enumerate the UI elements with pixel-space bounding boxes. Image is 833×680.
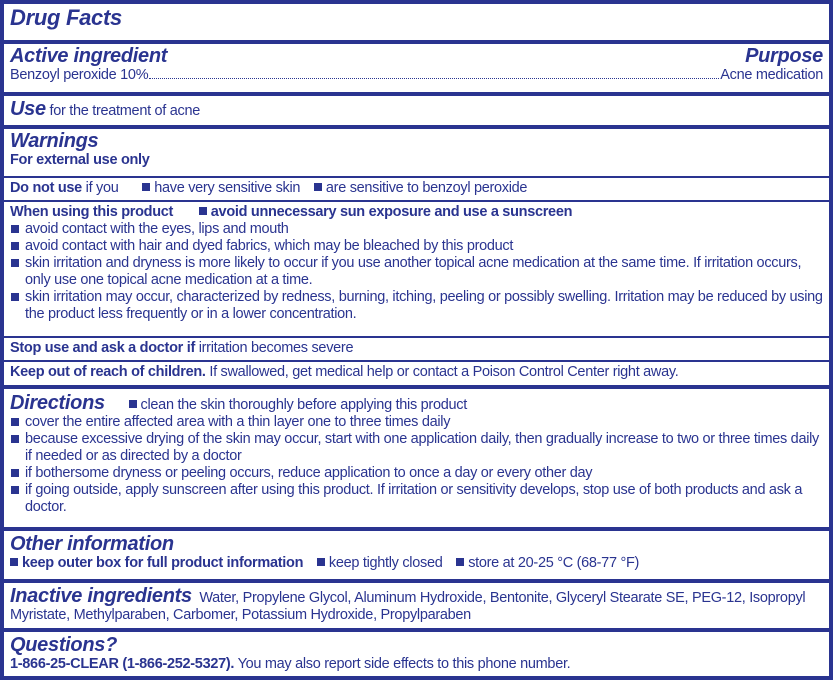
keep-out-label: Keep out of reach of children. (10, 364, 206, 380)
bullet-icon (199, 207, 207, 215)
divider-inactive (4, 628, 829, 632)
leader-dots (149, 78, 719, 79)
bullet-icon (11, 225, 19, 233)
other-information-item: keep tightly closed (328, 555, 443, 571)
divider-title (4, 40, 829, 44)
do-not-use-intro: if you (85, 180, 119, 196)
other-information-item: keep outer box for full product information (22, 555, 304, 571)
inactive-ingredients-heading: Inactive ingredients (10, 585, 192, 607)
external-use-notice: For external use only (10, 152, 150, 168)
do-not-use-item: are sensitive to benzoyl peroxide (325, 180, 528, 196)
directions-heading: Directions (10, 392, 105, 414)
directions-first-item: clean the skin thoroughly before applying this product (140, 397, 467, 413)
divider-when-using (4, 336, 829, 338)
bullet-icon (10, 558, 18, 566)
directions-item: cover the entire affected area with a thin layer one to three times daily (10, 414, 823, 431)
bullet-icon (314, 183, 322, 191)
use-text: for the treatment of acne (49, 103, 201, 119)
directions-section (4, 392, 829, 516)
when-using-item: avoid contact with hair and dyed fabrics, which may be bleached by this product (10, 238, 823, 255)
inactive-ingredients-section (4, 585, 829, 624)
bullet-icon (129, 400, 137, 408)
inactive-ingredients-text: Water, Propylene Glycol, Aluminum Hydroxide, Bentonite, Glyceryl Stearate SE, PEG-12, Isopropyl Myristate, Methylparaben, Carbomer, Potassium Hydroxide, Propylparaben (10, 590, 806, 623)
divider-active (4, 92, 829, 96)
divider-directions (4, 527, 829, 531)
active-ingredient-section (4, 45, 829, 84)
directions-item: if going outside, apply sunscreen after using this product. If irritation or sensitivity develops, stop use of both products and ask a doctor. (10, 482, 823, 516)
bullet-icon (11, 486, 19, 494)
questions-section (4, 634, 829, 673)
when-using-first-item: avoid unnecessary sun exposure and use a sunscreen (210, 204, 573, 220)
bullet-icon (11, 259, 19, 267)
other-information-heading: Other information (10, 533, 174, 555)
active-ingredient-purpose: Acne medication (720, 67, 823, 83)
use-section (4, 98, 829, 120)
bullet-icon (11, 242, 19, 250)
stop-use-section (4, 340, 829, 357)
stop-use-text: irritation becomes severe (198, 340, 354, 356)
divider-warnings (4, 385, 829, 389)
keep-out-section (4, 364, 829, 381)
when-using-section (4, 204, 829, 323)
bullet-icon (11, 418, 19, 426)
questions-heading: Questions? (10, 634, 118, 656)
warnings-heading: Warnings (10, 130, 99, 152)
other-information-section (4, 533, 829, 572)
bullet-icon (11, 435, 19, 443)
divider-use (4, 125, 829, 129)
divider-stop-use (4, 360, 829, 362)
stop-use-label: Stop use and ask a doctor if (10, 340, 195, 356)
active-ingredient-heading: Active ingredient (10, 45, 168, 67)
when-using-item: avoid contact with the eyes, lips and mouth (10, 221, 823, 238)
warnings-section (4, 130, 829, 169)
when-using-item: skin irritation and dryness is more likely to occur if you use another topical acne medication at the same time. If irritation occurs, only use one topical acne medication at a time. (10, 255, 823, 289)
drug-facts-title: Drug Facts (10, 5, 122, 30)
do-not-use-label: Do not use (10, 180, 82, 196)
use-heading: Use (10, 98, 46, 120)
title-section (4, 6, 829, 30)
divider-external (4, 176, 829, 178)
directions-item: because excessive drying of the skin may occur, start with one application daily, then gradually increase to two or three times daily if needed or as directed by a doctor (10, 431, 823, 465)
questions-phone: 1-866-25-CLEAR (1-866-252-5327). (10, 656, 235, 672)
bullet-icon (317, 558, 325, 566)
purpose-heading: Purpose (745, 45, 823, 67)
bullet-icon (11, 293, 19, 301)
when-using-item: skin irritation may occur, characterized by redness, burning, itching, peeling or possibly swelling. Irritation may be reduced by using the product less frequently or in a lower concentration. (10, 289, 823, 323)
active-ingredient-name: Benzoyl peroxide 10% (10, 67, 149, 83)
divider-do-not-use (4, 200, 829, 202)
do-not-use-item: have very sensitive skin (154, 180, 301, 196)
active-ingredient-row (10, 67, 823, 84)
do-not-use-section (4, 180, 829, 197)
directions-item: if bothersome dryness or peeling occurs, reduce application to once a day or every other day (10, 465, 823, 482)
bullet-icon (142, 183, 150, 191)
divider-other (4, 579, 829, 583)
keep-out-text: If swallowed, get medical help or contact a Poison Control Center right away. (209, 364, 679, 380)
bullet-icon (456, 558, 464, 566)
questions-text: You may also report side effects to this phone number. (237, 656, 571, 672)
bullet-icon (11, 469, 19, 477)
other-information-item: store at 20-25 °C (68-77 °F) (468, 555, 640, 571)
when-using-label: When using this product (10, 204, 174, 220)
